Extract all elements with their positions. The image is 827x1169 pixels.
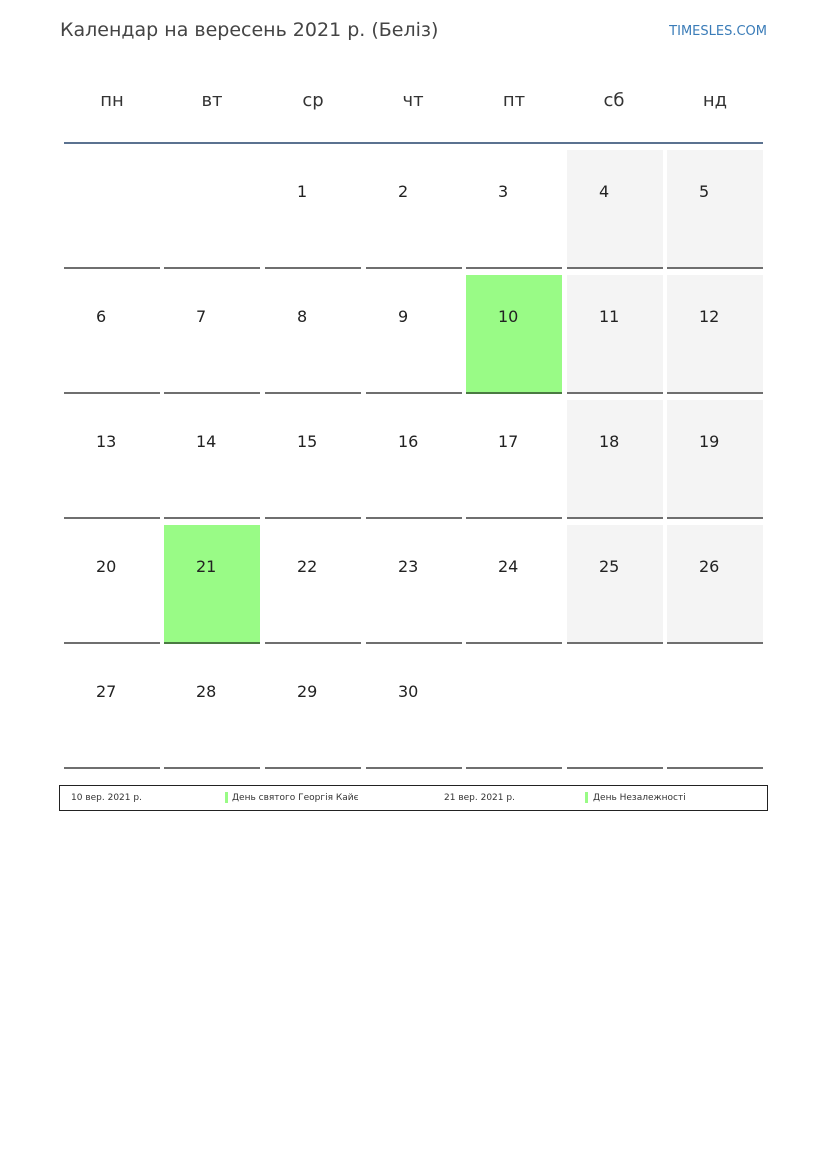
day-cell	[265, 400, 361, 519]
day-cell	[64, 650, 160, 769]
weekday-label: сб	[603, 90, 625, 111]
holiday-color-marker	[585, 792, 588, 803]
day-number: 24	[498, 557, 519, 576]
day-number: 1	[297, 182, 308, 201]
holiday-color-marker	[225, 792, 228, 803]
day-number: 14	[196, 432, 217, 451]
weekday-label: пн	[100, 90, 124, 111]
weekday-label: чт	[402, 90, 424, 111]
day-number: 19	[699, 432, 720, 451]
day-number: 20	[96, 557, 117, 576]
header-divider	[64, 142, 763, 144]
day-number: 13	[96, 432, 117, 451]
page-title: Календар на вересень 2021 р. (Беліз)	[60, 19, 439, 41]
day-cell	[265, 650, 361, 769]
weekday-label: нд	[702, 90, 728, 111]
day-number: 26	[699, 557, 720, 576]
day-cell	[366, 650, 462, 769]
day-cell	[366, 400, 462, 519]
legend-date: 21 вер. 2021 р.	[444, 793, 515, 803]
day-cell	[466, 400, 562, 519]
day-number: 17	[498, 432, 519, 451]
day-cell	[265, 525, 361, 644]
day-number: 5	[699, 182, 710, 201]
day-cell	[265, 275, 361, 394]
day-cell	[64, 275, 160, 394]
weekday-label: ср	[302, 90, 324, 111]
day-cell	[567, 525, 663, 644]
day-cell	[667, 150, 763, 269]
day-cell	[667, 400, 763, 519]
empty-day-cell	[164, 150, 260, 269]
day-cell	[567, 150, 663, 269]
legend-holiday-name: День Незалежності	[593, 793, 686, 803]
weekday-header-row	[64, 90, 763, 120]
holiday-legend	[59, 785, 768, 811]
legend-date: 10 вер. 2021 р.	[71, 793, 142, 803]
empty-day-cell	[567, 650, 663, 769]
day-number: 11	[599, 307, 620, 326]
day-number: 2	[398, 182, 409, 201]
day-cell	[164, 650, 260, 769]
legend-holiday-name: День святого Георгія Кайє	[232, 793, 359, 803]
day-cell	[265, 150, 361, 269]
day-number: 23	[398, 557, 419, 576]
empty-day-cell	[667, 650, 763, 769]
day-number: 6	[96, 307, 107, 326]
day-number: 21	[196, 557, 217, 576]
day-cell	[64, 525, 160, 644]
day-cell	[567, 275, 663, 394]
weekday-label: пт	[502, 90, 526, 111]
day-cell	[466, 150, 562, 269]
day-cell	[64, 400, 160, 519]
day-cell	[164, 525, 260, 644]
day-cell	[466, 275, 562, 394]
day-cell	[164, 275, 260, 394]
day-cell	[567, 400, 663, 519]
day-cell	[667, 525, 763, 644]
day-cell	[366, 525, 462, 644]
day-number: 22	[297, 557, 318, 576]
day-number: 16	[398, 432, 419, 451]
day-number: 18	[599, 432, 620, 451]
day-number: 9	[398, 307, 409, 326]
empty-day-cell	[64, 150, 160, 269]
day-number: 10	[498, 307, 519, 326]
day-number: 29	[297, 682, 318, 701]
day-number: 27	[96, 682, 117, 701]
day-cell	[366, 275, 462, 394]
day-number: 15	[297, 432, 318, 451]
day-number: 12	[699, 307, 720, 326]
day-number: 4	[599, 182, 610, 201]
day-number: 7	[196, 307, 207, 326]
day-number: 25	[599, 557, 620, 576]
empty-day-cell	[466, 650, 562, 769]
site-link[interactable]: TIMESLES.COM	[669, 24, 767, 39]
day-cell	[466, 525, 562, 644]
day-cell	[164, 400, 260, 519]
day-number: 30	[398, 682, 419, 701]
weekday-label: вт	[201, 90, 223, 111]
day-number: 3	[498, 182, 509, 201]
day-number: 8	[297, 307, 308, 326]
day-number: 28	[196, 682, 217, 701]
day-cell	[366, 150, 462, 269]
day-cell	[667, 275, 763, 394]
